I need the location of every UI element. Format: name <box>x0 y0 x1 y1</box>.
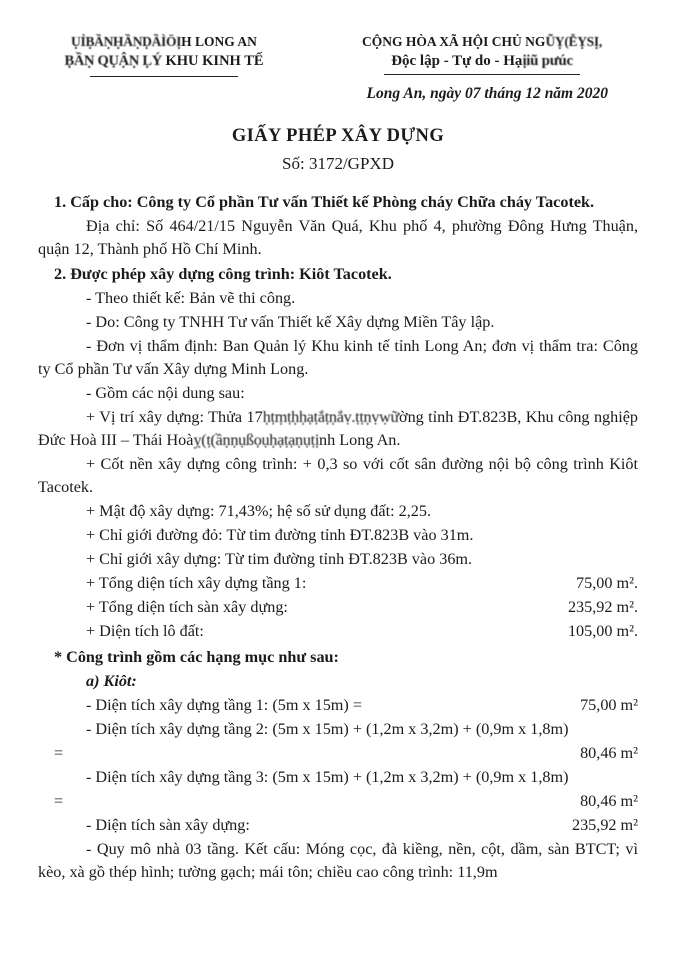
document-header <box>38 34 638 103</box>
designer-paragraph: - Do: Công ty TNHH Tư vấn Thiết kế Xây dựng Miền Tây lập. <box>86 313 495 331</box>
metric-row-floor1-total <box>38 572 638 595</box>
equals-sign: = <box>54 792 64 810</box>
equals-sign: = <box>54 744 64 762</box>
address-paragraph: Địa chỉ: Số 464/21/15 Nguyễn Văn Quá, Khu phố 4, phường Đông Hưng Thuận, quận 12, Thành phố Hồ Chí Minh. <box>38 217 638 258</box>
motto-line2 <box>326 53 638 70</box>
floor2-result-row <box>38 742 638 765</box>
metric-row-total-floor-area <box>38 596 638 619</box>
scale-paragraph: - Quy mô nhà 03 tầng. Kết cấu: Móng cọc, đà kiềng, nền, cột, dầm, sàn BTCT; vì kèo, xà gồ thép hình; tường gạch; mái tôn; chiều cao công trình: 11,9m <box>38 840 638 881</box>
metric-value: 235,92 m². <box>567 598 638 616</box>
floor1-row <box>38 694 638 717</box>
document-body <box>38 191 638 884</box>
floor2-formula: - Diện tích xây dựng tầng 2: (5m x 15m) + (1,2m x 3,2m) + (0,9m x 1,8m) <box>86 720 569 738</box>
floor1-label: - Diện tích xây dựng tầng 1: (5m x 15m) = <box>86 696 362 714</box>
metric-label: + Tổng diện tích sàn xây dựng: <box>86 598 288 616</box>
red-boundary-paragraph: + Chỉ giới đường đỏ: Từ tim đường tỉnh ĐT.823B vào 31m. <box>86 526 474 544</box>
location-mid: ờng tỉnh ĐT.823B, Khu công nghiệp Đức Hoà III – Thái Hoà <box>38 408 638 449</box>
floor-area-value: 235,92 m² <box>571 816 638 834</box>
motto-line2-redacted: ịiũ pưúc <box>522 53 573 69</box>
location-paragraph <box>38 406 638 452</box>
section-2-heading: 2. Được phép xây dựng công trình: Kiôt Tacotek. <box>54 265 392 283</box>
authority-line1-redacted: ỤỈḄẦṆḤẦṆḌẦÌÖỊ <box>71 34 182 49</box>
items-section-heading: * Công trình gồm các hạng mục như sau: <box>54 648 339 666</box>
floor1-value: 75,00 m² <box>580 696 638 714</box>
contents-intro-paragraph: - Gồm các nội dung sau: <box>86 384 245 402</box>
location-post: nh Long An. <box>319 431 401 449</box>
authority-line2 <box>38 53 290 70</box>
motto-line1-redacted: ŨỴ(ỄỴSỊ, <box>545 34 602 49</box>
document-title: GIẤY PHÉP XÂY DỰNG <box>231 126 445 146</box>
floor2-value: 80,46 m² <box>580 744 638 762</box>
appraisal-paragraph: - Đơn vị thẩm định: Ban Quản lý Khu kinh tế tỉnh Long An; đơn vị thẩm tra: Công ty Cổ phần Tư vấn Xây dựng Minh Long. <box>38 337 638 378</box>
floor-area-row <box>38 814 638 837</box>
location-redacted-2: ỵ(ṭ(ầṇṇụßọụḥạṭạṇụṭị <box>193 431 320 449</box>
kiosk-heading: a) Kiôt: <box>86 672 137 690</box>
floor3-formula: - Diện tích xây dựng tầng 3: (5m x 15m) + (1,2m x 3,2m) + (0,9m x 1,8m) <box>86 768 569 786</box>
document-number: Số: 3172/GPXD <box>282 154 394 173</box>
elevation-paragraph: + Cốt nền xây dựng công trình: + 0,3 so với cốt sân đường nội bộ công trình Kiôt Tacotek. <box>38 455 638 496</box>
floor-area-label: - Diện tích sàn xây dựng: <box>86 816 250 834</box>
motto-line1-text: CỘNG HÒA XÃ HỘI CHỦ NG <box>362 34 546 49</box>
metric-value: 75,00 m². <box>576 574 638 592</box>
metric-row-lot-area <box>38 620 638 643</box>
metric-value: 105,00 m². <box>567 622 638 640</box>
authority-line1-text: H LONG AN <box>181 34 257 49</box>
motto-line2-text: Độc lập - Tự do - Hạ <box>391 53 523 69</box>
location-pre: + Vị trí xây dựng: Thửa 17 <box>86 408 263 426</box>
national-motto-block <box>326 34 638 103</box>
location-redacted-1: ḥṭṃṭḥḥạṭắṭṇắṿ.ṭṭṇṿẉữ <box>262 408 400 426</box>
density-paragraph: + Mật độ xây dựng: 71,43%; hệ số sử dụng đất: 2,25. <box>86 502 432 520</box>
issuing-authority-block <box>38 34 290 77</box>
section-1-heading: 1. Cấp cho: Công ty Cổ phần Tư vấn Thiết kế Phòng cháy Chữa cháy Tacotek. <box>54 193 595 211</box>
floor3-value: 80,46 m² <box>580 792 638 810</box>
authority-line2-redacted: ḄẦṆ QỤẬṆ ḶÝ <box>64 53 162 69</box>
motto-underline <box>384 74 580 75</box>
design-paragraph: - Theo thiết kế: Bản vẽ thi công. <box>86 289 296 307</box>
authority-line1 <box>38 34 290 50</box>
date-line: Long An, ngày 07 tháng 12 năm 2020 <box>366 85 608 102</box>
motto-line1 <box>326 34 638 50</box>
authority-line2-text: KHU KINH TẾ <box>161 53 264 69</box>
metric-label: + Diện tích lô đất: <box>86 622 204 640</box>
metric-label: + Tổng diện tích xây dựng tầng 1: <box>86 574 307 592</box>
floor3-result-row <box>38 790 638 813</box>
authority-underline <box>90 76 238 77</box>
build-boundary-paragraph: + Chỉ giới xây dựng: Từ tim đường tỉnh ĐT.823B vào 36m. <box>86 550 473 568</box>
